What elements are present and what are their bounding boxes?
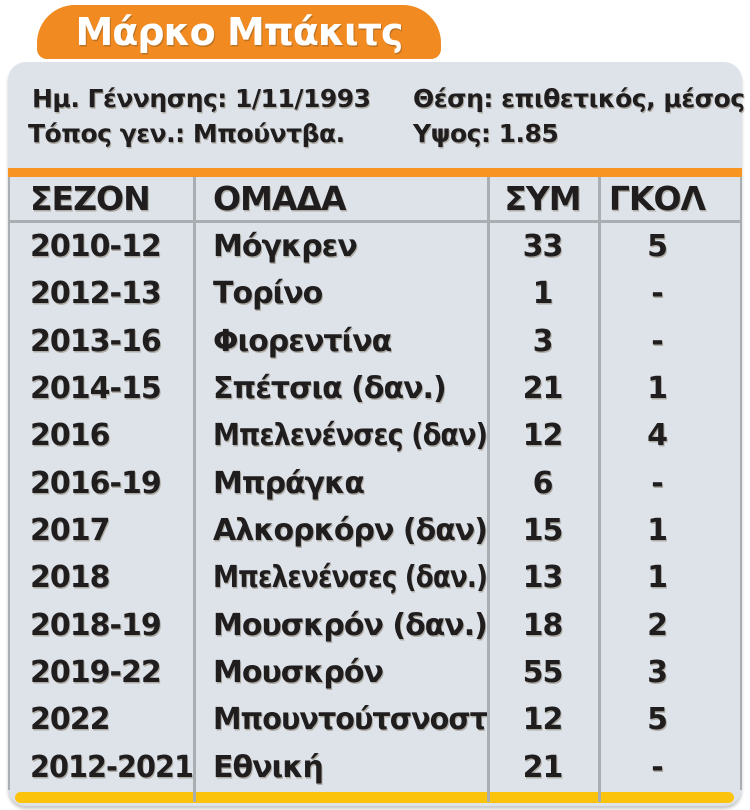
goals-cell: 5 [647,229,667,265]
stats-card [8,62,745,806]
season-cell: 2010-12 [30,229,161,265]
appearances-cell: 21 [522,371,563,407]
season-cell: 2016-19 [30,465,161,501]
goals-cell: - [651,323,663,359]
goals-cell: - [651,749,663,785]
appearances-cell: 6 [532,465,553,501]
appearances-cell: 13 [522,560,563,596]
table-row [8,507,742,554]
season-cell: 2012-13 [30,276,161,312]
header-season: ΣΕΖΟΝ [30,179,150,218]
header-appearances: ΣΥΜ [504,179,581,218]
season-cell: 2012-2021 [30,749,193,785]
table-bottom-rule [15,792,734,803]
table-row [8,460,742,507]
goals-cell: 1 [647,560,667,596]
table-row [8,554,742,601]
height: Υψος: 1.85 [413,119,559,148]
birth-date: Ημ. Γέννησης: 1/11/1993 [32,84,371,113]
column-separator [193,177,196,802]
team-cell: Αλκορκόρν (δαν) [213,513,487,549]
team-cell: Σπέτσια (δαν.) [213,371,446,407]
season-cell: 2016 [30,418,110,454]
appearances-cell: 55 [522,655,563,691]
appearances-cell: 21 [522,749,563,785]
season-cell: 2018-19 [30,607,161,643]
team-cell: Φιορεντίνα [213,323,392,359]
table-row [8,412,742,459]
header-team: ΟΜΑΔΑ [213,179,346,218]
goals-cell: 1 [647,371,667,407]
team-cell: Εθνική [213,749,323,785]
goals-cell: - [651,465,663,501]
appearances-cell: 12 [522,418,563,454]
player-name: Μάρκο Μπάκιτς [75,10,403,54]
team-cell: Μόγκρεν [213,229,357,265]
goals-cell: 2 [647,607,667,643]
appearances-cell: 12 [522,702,563,738]
team-cell: Τορίνο [213,276,323,312]
goals-cell: 1 [647,513,667,549]
table-row [8,318,742,365]
team-cell: Μουσκρόν (δαν.) [213,607,487,643]
table-header-row [8,177,742,220]
season-cell: 2017 [30,513,110,549]
season-cell: 2013-16 [30,323,161,359]
appearances-cell: 33 [522,229,563,265]
header-goals: ΓΚΟΛ [608,179,706,218]
table-row [8,223,742,270]
table-row [8,649,742,696]
table-body [8,223,742,791]
team-cell: Μπράγκα [213,465,365,501]
team-cell: Μπουντούτσνοστ [213,702,488,738]
season-cell: 2014-15 [30,371,161,407]
goals-cell: 4 [647,418,667,454]
appearances-cell: 18 [522,607,563,643]
birth-place: Τόπος γεν.: Μπούντβα. [28,119,345,148]
table-row [8,365,742,412]
appearances-cell: 1 [532,276,553,312]
table-right-border [740,177,742,790]
appearances-cell: 3 [532,323,553,359]
table-row [8,602,742,649]
goals-cell: 3 [647,655,667,691]
column-separator [487,177,490,802]
player-name-banner [37,5,441,59]
team-cell: Μπελενένσες (δαν.) [213,560,488,596]
season-cell: 2022 [30,702,110,738]
team-cell: Μουσκρόν [213,655,383,691]
table-row [8,270,742,317]
column-separator [598,177,601,802]
table-top-rule [8,168,742,177]
team-cell: Μπελενένσες (δαν) [213,418,488,454]
appearances-cell: 15 [522,513,563,549]
position: Θέση: επιθετικός, μέσος [413,84,745,113]
table-row [8,696,742,743]
goals-cell: 5 [647,702,667,738]
season-cell: 2019-22 [30,655,161,691]
goals-cell: - [651,276,663,312]
table-left-border [8,177,10,790]
table-row [8,744,742,791]
season-cell: 2018 [30,560,110,596]
